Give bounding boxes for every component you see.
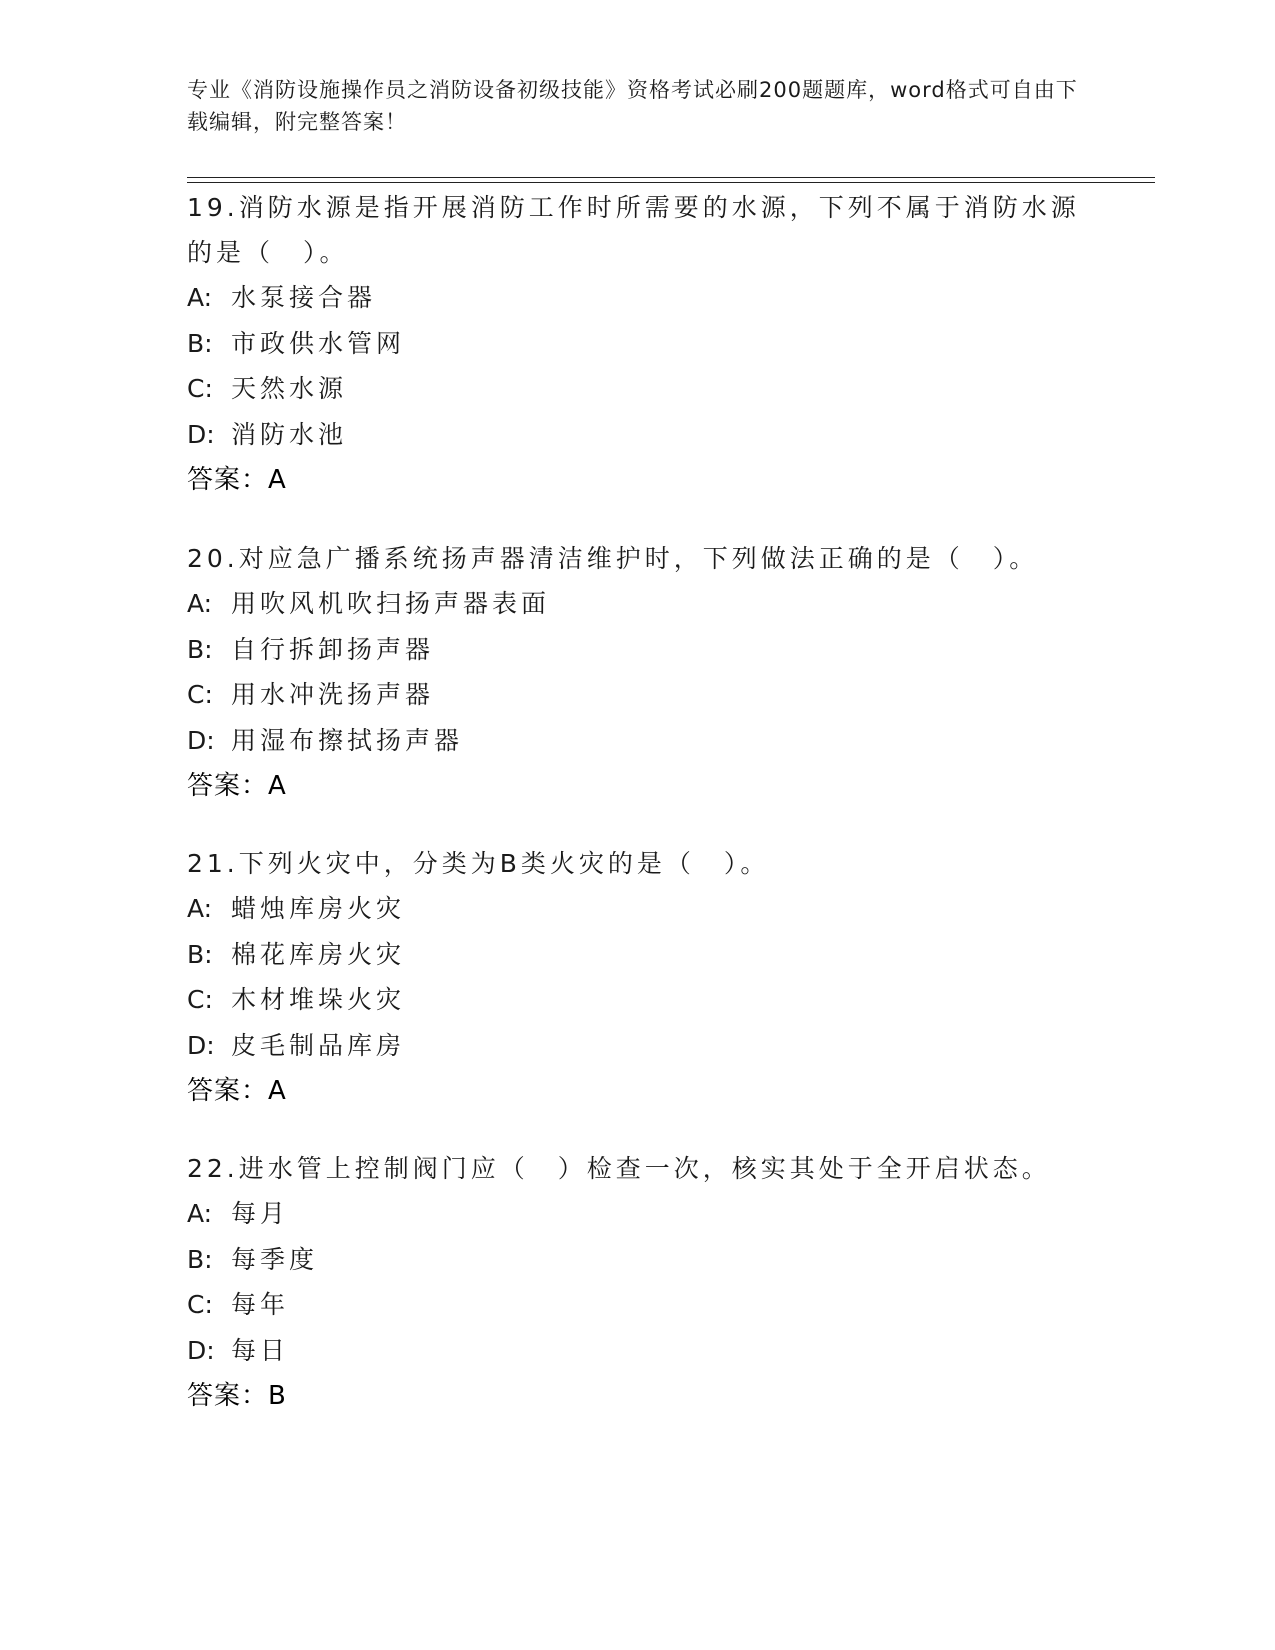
option-text: 皮毛制品库房 (231, 1030, 406, 1060)
option-c (187, 977, 1087, 1023)
option-text: 用吹风机吹扫扬声器表面 (231, 589, 551, 618)
option-key: D: (187, 419, 215, 449)
question-stem: 20.对应急广播系统扬声器清洁维护时，下列做法正确的是（ ）。 (187, 544, 1039, 573)
option-a (187, 1191, 1087, 1237)
option-key: B: (187, 634, 213, 664)
option-key: A: (187, 283, 213, 312)
answer-line: 答案：A (187, 465, 287, 495)
option-b (187, 627, 1087, 673)
option-a (187, 581, 1087, 627)
option-text: 棉花库房火灾 (231, 939, 406, 969)
question-stem: 22.进水管上控制阀门应（ ）检查一次，核实其处于全开启状态。 (187, 1154, 1051, 1183)
question-stem: 19.消防水源是指开展消防工作时所需要的水源，下列不属于消防水源的是（ ）。 (187, 193, 1080, 267)
option-d (187, 718, 1087, 764)
option-key: B: (187, 1244, 213, 1274)
header-divider-top (187, 177, 1155, 178)
option-text: 蜡烛库房火灾 (231, 894, 406, 923)
option-d (187, 1023, 1087, 1069)
option-text: 消防水池 (231, 419, 348, 449)
option-key: B: (187, 328, 213, 358)
option-a (187, 886, 1087, 932)
option-text: 天然水源 (231, 374, 348, 403)
option-key: D: (187, 1335, 215, 1365)
option-d (187, 412, 1087, 458)
answer-line: 答案：A (187, 771, 287, 801)
option-text: 木材堆垛火灾 (231, 985, 406, 1014)
option-text: 用湿布擦拭扬声器 (231, 725, 464, 755)
option-key: C: (187, 985, 213, 1014)
option-text: 用水冲洗扬声器 (231, 680, 435, 709)
option-text: 每年 (231, 1290, 290, 1319)
header-divider-bottom (187, 182, 1155, 183)
question-22 (187, 1146, 1087, 1419)
option-key: A: (187, 894, 213, 923)
option-text: 每季度 (231, 1244, 319, 1274)
option-key: A: (187, 1199, 213, 1228)
option-b (187, 321, 1087, 367)
document-header: 专业《消防设施操作员之消防设备初级技能》资格考试必刷200题题库，word格式可自由下载编辑，附完整答案！ (187, 78, 1078, 134)
option-b (187, 1237, 1087, 1283)
question-stem: 21.下列火灾中，分类为B类火灾的是（ ）。 (187, 849, 770, 878)
option-text: 每日 (231, 1335, 290, 1365)
option-key: A: (187, 589, 213, 618)
option-key: D: (187, 1030, 215, 1060)
option-key: B: (187, 939, 213, 969)
question-20 (187, 536, 1087, 809)
option-c (187, 366, 1087, 412)
option-text: 市政供水管网 (231, 328, 406, 358)
option-b (187, 932, 1087, 978)
option-key: C: (187, 1290, 213, 1319)
option-key: C: (187, 680, 213, 709)
option-a (187, 275, 1087, 321)
answer-line: 答案：A (187, 1076, 287, 1106)
question-19 (187, 185, 1087, 503)
question-21 (187, 841, 1087, 1114)
option-c (187, 672, 1087, 718)
option-text: 水泵接合器 (231, 283, 377, 312)
option-key: D: (187, 725, 215, 755)
option-d (187, 1328, 1087, 1374)
option-c (187, 1282, 1087, 1328)
option-text: 每月 (231, 1199, 290, 1228)
answer-line: 答案：B (187, 1381, 287, 1411)
option-key: C: (187, 374, 213, 403)
option-text: 自行拆卸扬声器 (231, 634, 435, 664)
